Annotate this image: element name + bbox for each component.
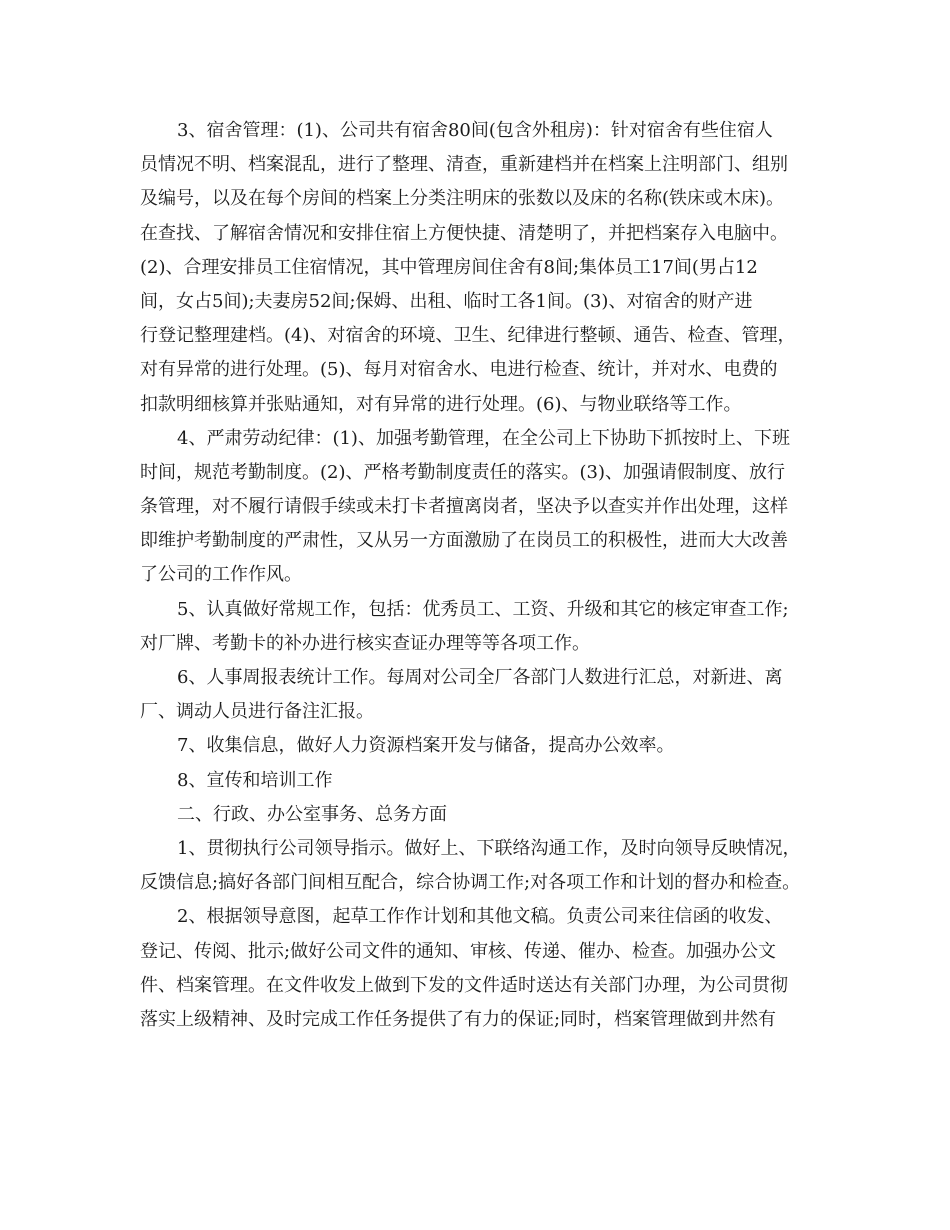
paragraph-line: 7、收集信息，做好人力资源档案开发与储备，提高办公效率。	[177, 735, 675, 757]
paragraph-line: (2)、合理安排员工住宿情况，其中管理房间住舍有8间;集体员工17间(男占12	[140, 256, 758, 278]
paragraph-line: 时间，规范考勤制度。(2)、严格考勤制度责任的落实。(3)、加强请假制度、放行	[140, 461, 785, 483]
paragraph-line: 2、根据领导意图，起草工作作计划和其他文稿。负责公司来往信函的收发、	[177, 906, 783, 928]
paragraph-line: 件、档案管理。在文件收发上做到下发的文件适时送达有关部门办理，为公司贯彻	[140, 974, 788, 996]
paragraph-line: 间，女占5间);夫妻房52间;保姆、出租、临时工各1间。(3)、对宿舍的财产进	[140, 290, 753, 312]
section-heading: 二、行政、办公室事务、总务方面	[177, 803, 447, 825]
paragraph-line: 3、宿舍管理：(1)、公司共有宿舍80间(包含外租房)：针对宿舍有些住宿人	[177, 120, 773, 141]
paragraph-line: 行登记整理建档。(4)、对宿舍的环境、卫生、纪律进行整顿、通告、检查、管理，	[140, 325, 796, 347]
paragraph-line: 员情况不明、档案混乱，进行了整理、清查，重新建档并在档案上注明部门、组别	[140, 154, 788, 176]
paragraph-line: 扣款明细核算并张贴通知，对有异常的进行处理。(6)、与物业联络等工作。	[140, 393, 742, 415]
paragraph-line: 即维护考勤制度的严肃性，又从另一方面激励了在岗员工的积极性，进而大大改善	[140, 530, 788, 552]
paragraph-line: 1、贯彻执行公司领导指示。做好上、下联络沟通工作，及时向领导反映情况，	[177, 837, 801, 859]
paragraph-line: 6、人事周报表统计工作。每周对公司全厂各部门人数进行汇总，对新进、离	[177, 667, 783, 688]
paragraph-line: 8、宣传和培训工作	[177, 769, 333, 791]
document-body	[140, 114, 830, 1037]
paragraph-line: 条管理，对不履行请假手续或未打卡者擅离岗者，坚决予以查实并作出处理，这样	[140, 496, 788, 518]
paragraph-line: 在查找、了解宿舍情况和安排住宿上方便快捷、清楚明了，并把档案存入电脑中。	[140, 222, 788, 244]
paragraph-line: 落实上级精神、及时完成工作任务提供了有力的保证;同时，档案管理做到井然有	[140, 1008, 777, 1030]
paragraph-line: 4、严肃劳动纪律：(1)、加强考勤管理，在全公司上下协助下抓按时上、下班	[177, 427, 790, 449]
paragraph-line: 对厂牌、考勤卡的补办进行核实查证办理等等各项工作。	[140, 632, 590, 654]
paragraph-line: 厂、调动人员进行备注汇报。	[140, 701, 374, 723]
paragraph-line: 对有异常的进行处理。(5)、每月对宿舍水、电进行检查、统计，并对水、电费的	[140, 359, 778, 381]
paragraph-line: 了公司的工作作风。	[140, 564, 302, 586]
paragraph-line: 登记、传阅、批示;做好公司文件的通知、审核、传递、催办、检查。加强办公文	[140, 940, 777, 962]
paragraph-line: 反馈信息;搞好各部门间相互配合，综合协调工作;对各项工作和计划的督办和检查。	[140, 872, 801, 894]
paragraph-line: 及编号，以及在每个房间的档案上分类注明床的张数以及床的名称(铁床或木床)。	[140, 188, 785, 210]
paragraph-line: 5、认真做好常规工作，包括：优秀员工、工资、升级和其它的核定审查工作;	[177, 598, 789, 620]
